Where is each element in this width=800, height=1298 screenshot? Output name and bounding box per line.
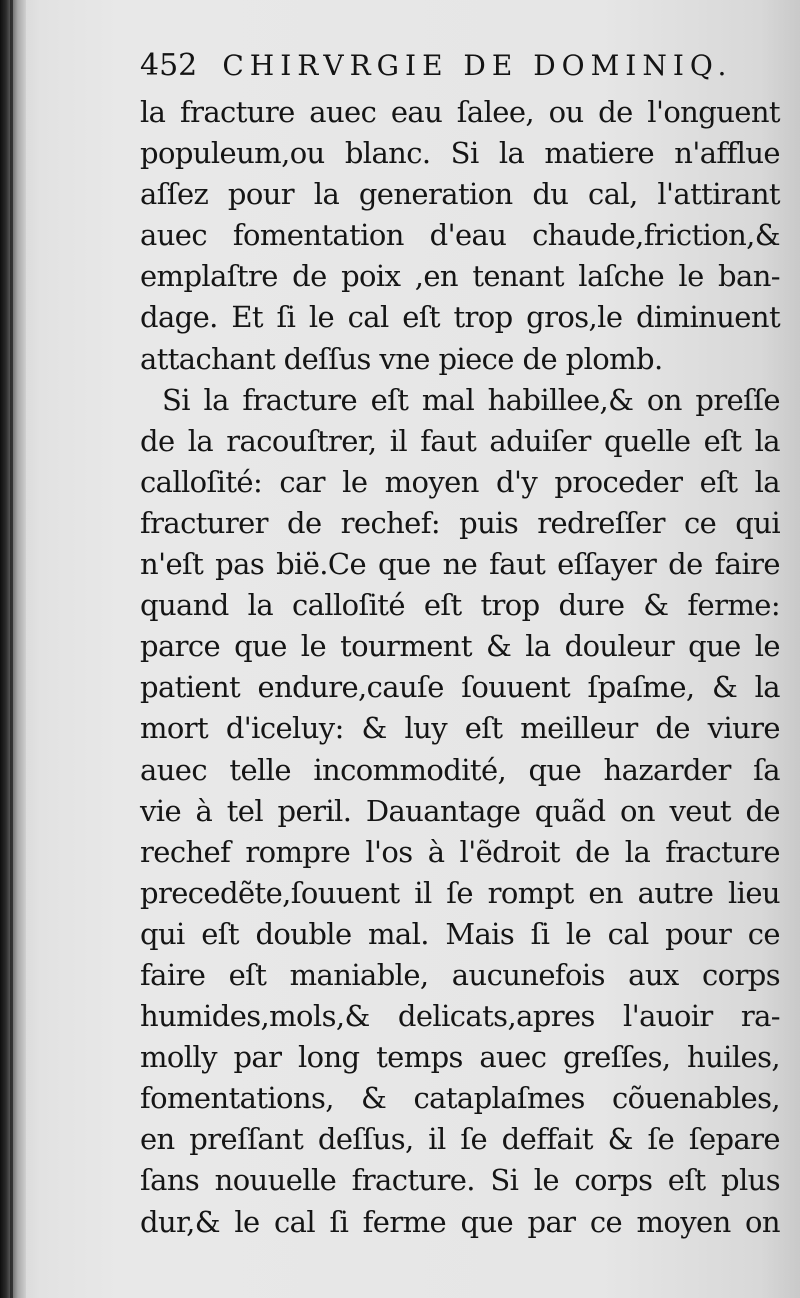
- text-line: patient endure,cauſe ſouuent ſpaſme, & la: [140, 670, 780, 705]
- text-line: precedẽte,ſouuent il ſe rompt en autre lieu: [140, 875, 780, 910]
- text-line: populeum,ou blanc. Si la matiere n'afflue: [140, 136, 780, 171]
- text-line: auec telle incommodité, que hazarder ſa: [140, 752, 780, 787]
- text-line: dur,& le cal ſi ferme que par ce moyen on: [140, 1204, 780, 1239]
- text-line: attachant deſſus vne piece de plomb.: [140, 341, 663, 376]
- text-line: auec fomentation d'eau chaude,friction,&: [140, 218, 780, 253]
- page-number: 452: [140, 48, 198, 83]
- text-line: quand la calloſité eſt trop dure & ferme:: [140, 588, 780, 623]
- text-line: fomentations, & cataplaſmes cõuenables,: [140, 1081, 780, 1116]
- text-line: de la racouſtrer, il faut aduiſer quelle eſt la: [140, 423, 780, 458]
- text-line: aſſez pour la generation du cal, l'attirant: [140, 177, 780, 212]
- text-line: mort d'iceluy: & luy eſt meilleur de viure: [140, 711, 780, 746]
- running-head: CHIRVRGIE DE DOMINIQ.: [222, 49, 733, 82]
- text-line: n'eſt pas bië.Ce que ne faut eſſayer de faire: [140, 547, 780, 582]
- text-line: la fracture auec eau ſalee, ou de l'onguent: [140, 95, 780, 129]
- binding-gutter-line: [10, 0, 13, 1298]
- text-line: ſans nouuelle fracture. Si le corps eſt plus: [140, 1163, 780, 1198]
- text-line: rechef rompre l'os à l'ẽdroit de la fracture: [140, 834, 780, 869]
- text-line: vie à tel peril. Dauantage quãd on veut de: [140, 793, 780, 828]
- text-line: fracturer de rechef: puis redreſſer ce qui: [140, 505, 780, 540]
- text-line: en preſſant deſſus, il ſe deffait & ſe ſepare: [140, 1122, 780, 1157]
- text-line: humides,mols,& delicats,apres l'auoir ra-: [140, 999, 780, 1034]
- text-line: parce que le tourment & la douleur que le: [140, 629, 780, 664]
- text-line: faire eſt maniable, aucunefois aux corps: [140, 957, 780, 992]
- text-line: calloſité: car le moyen d'y proceder eſt la: [140, 464, 780, 499]
- text-line: emplaſtre de poix ,en tenant laſche le ban-: [140, 259, 780, 294]
- text-line: molly par long temps auec greſſes, huiles,: [140, 1040, 780, 1075]
- text-line: qui eſt double mal. Mais ſi le cal pour ce: [140, 916, 780, 951]
- paragraph-start-line: Si la fracture eſt mal habillee,& on preſſe: [162, 382, 780, 417]
- page-header: [140, 48, 770, 98]
- body-text: [140, 92, 780, 1243]
- text-line: dage. Et ſi le cal eſt trop gros,le diminuent: [140, 300, 780, 335]
- book-binding-edge: [0, 0, 26, 1298]
